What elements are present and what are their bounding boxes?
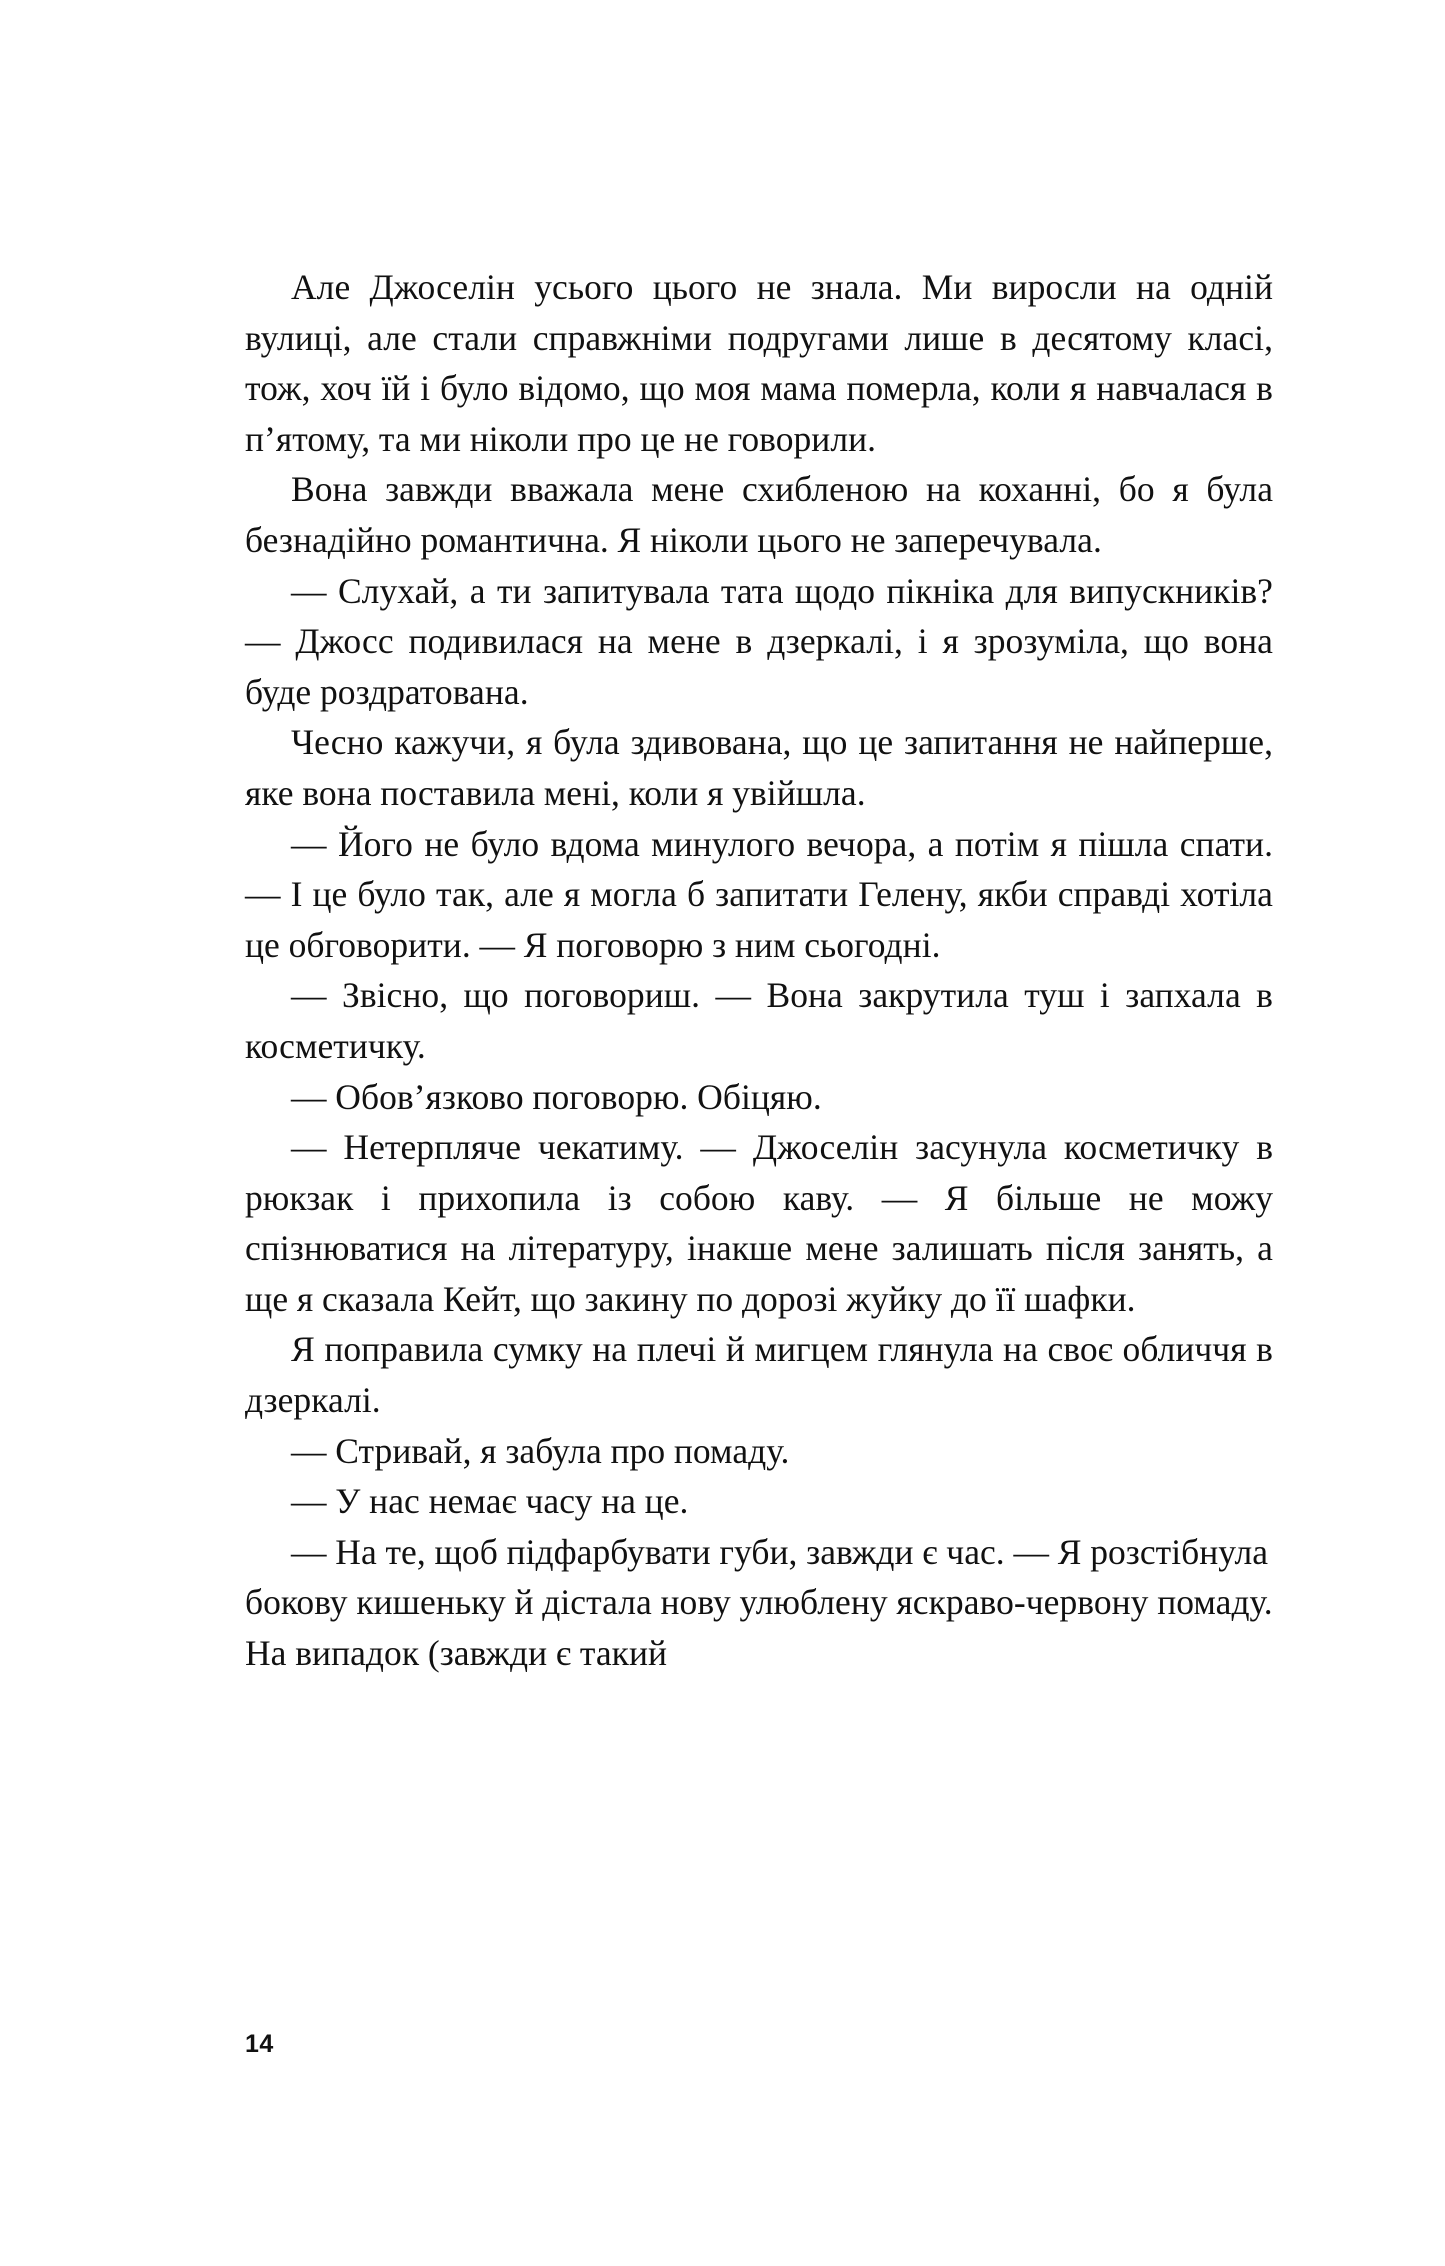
paragraph: — Нетерпляче чекатиму. — Джоселін засунула косметичку в рюкзак і прихопила із собою каву. — Я більше не можу спізнюватися на літературу, інакше мене залишать після занять, а ще я сказала Кейт, що закину по дорозі жуйку до її шафки. xyxy=(245,1127,1273,1319)
paragraph: — Його не було вдома минулого вечора, а потім я пішла спати. — І це було так, але я могла б запитати Гелену, якби справді хотіла це обговорити. — Я поговорю з ним сьогодні. xyxy=(245,823,1273,965)
paragraph: — Обов’язково поговорю. Обіцяю. xyxy=(291,1076,822,1117)
paragraph: — На те, щоб підфарбувати губи, завжди є час. — Я розстібнула бокову кишеньку й дістала нову улюблену яскраво-червону помаду. На випадок (завжди є такий xyxy=(245,1531,1273,1674)
paragraph: Чесно кажучи, я була здивована, що це запитання не найперше, яке вона поставила мені, коли я увійшла. xyxy=(245,722,1273,813)
page-number: 14 xyxy=(245,2030,274,2058)
paragraph: Я поправила сумку на плечі й мигцем глянула на своє обличчя в дзеркалі. xyxy=(245,1329,1273,1421)
paragraph: — Стривай, я забула про помаду. xyxy=(291,1430,790,1471)
paragraph: — Звісно, що поговориш. — Вона закрутила туш і запхала в косметичку. xyxy=(245,975,1273,1066)
page-text-block xyxy=(245,262,1273,1679)
paragraph: — Слухай, а ти запитувала тата щодо пікніка для випускників? — Джосс подивилася на мене в дзеркалі, і я зрозуміла, що вона буде роздратована. xyxy=(245,570,1273,712)
paragraph: Вона завжди вважала мене схибленою на коханні, бо я була безнадійно романтична. Я ніколи цього не заперечувала. xyxy=(245,469,1273,560)
paragraph: — У нас немає часу на це. xyxy=(291,1481,689,1522)
paragraph: Але Джоселін усього цього не знала. Ми виросли на одній вулиці, але стали справжніми подругами лише в десятому класі, тож, хоч їй і було відомо, що моя мама померла, коли я навчалася в п’ятому, та ми ніколи про це не говорили. xyxy=(245,267,1273,459)
